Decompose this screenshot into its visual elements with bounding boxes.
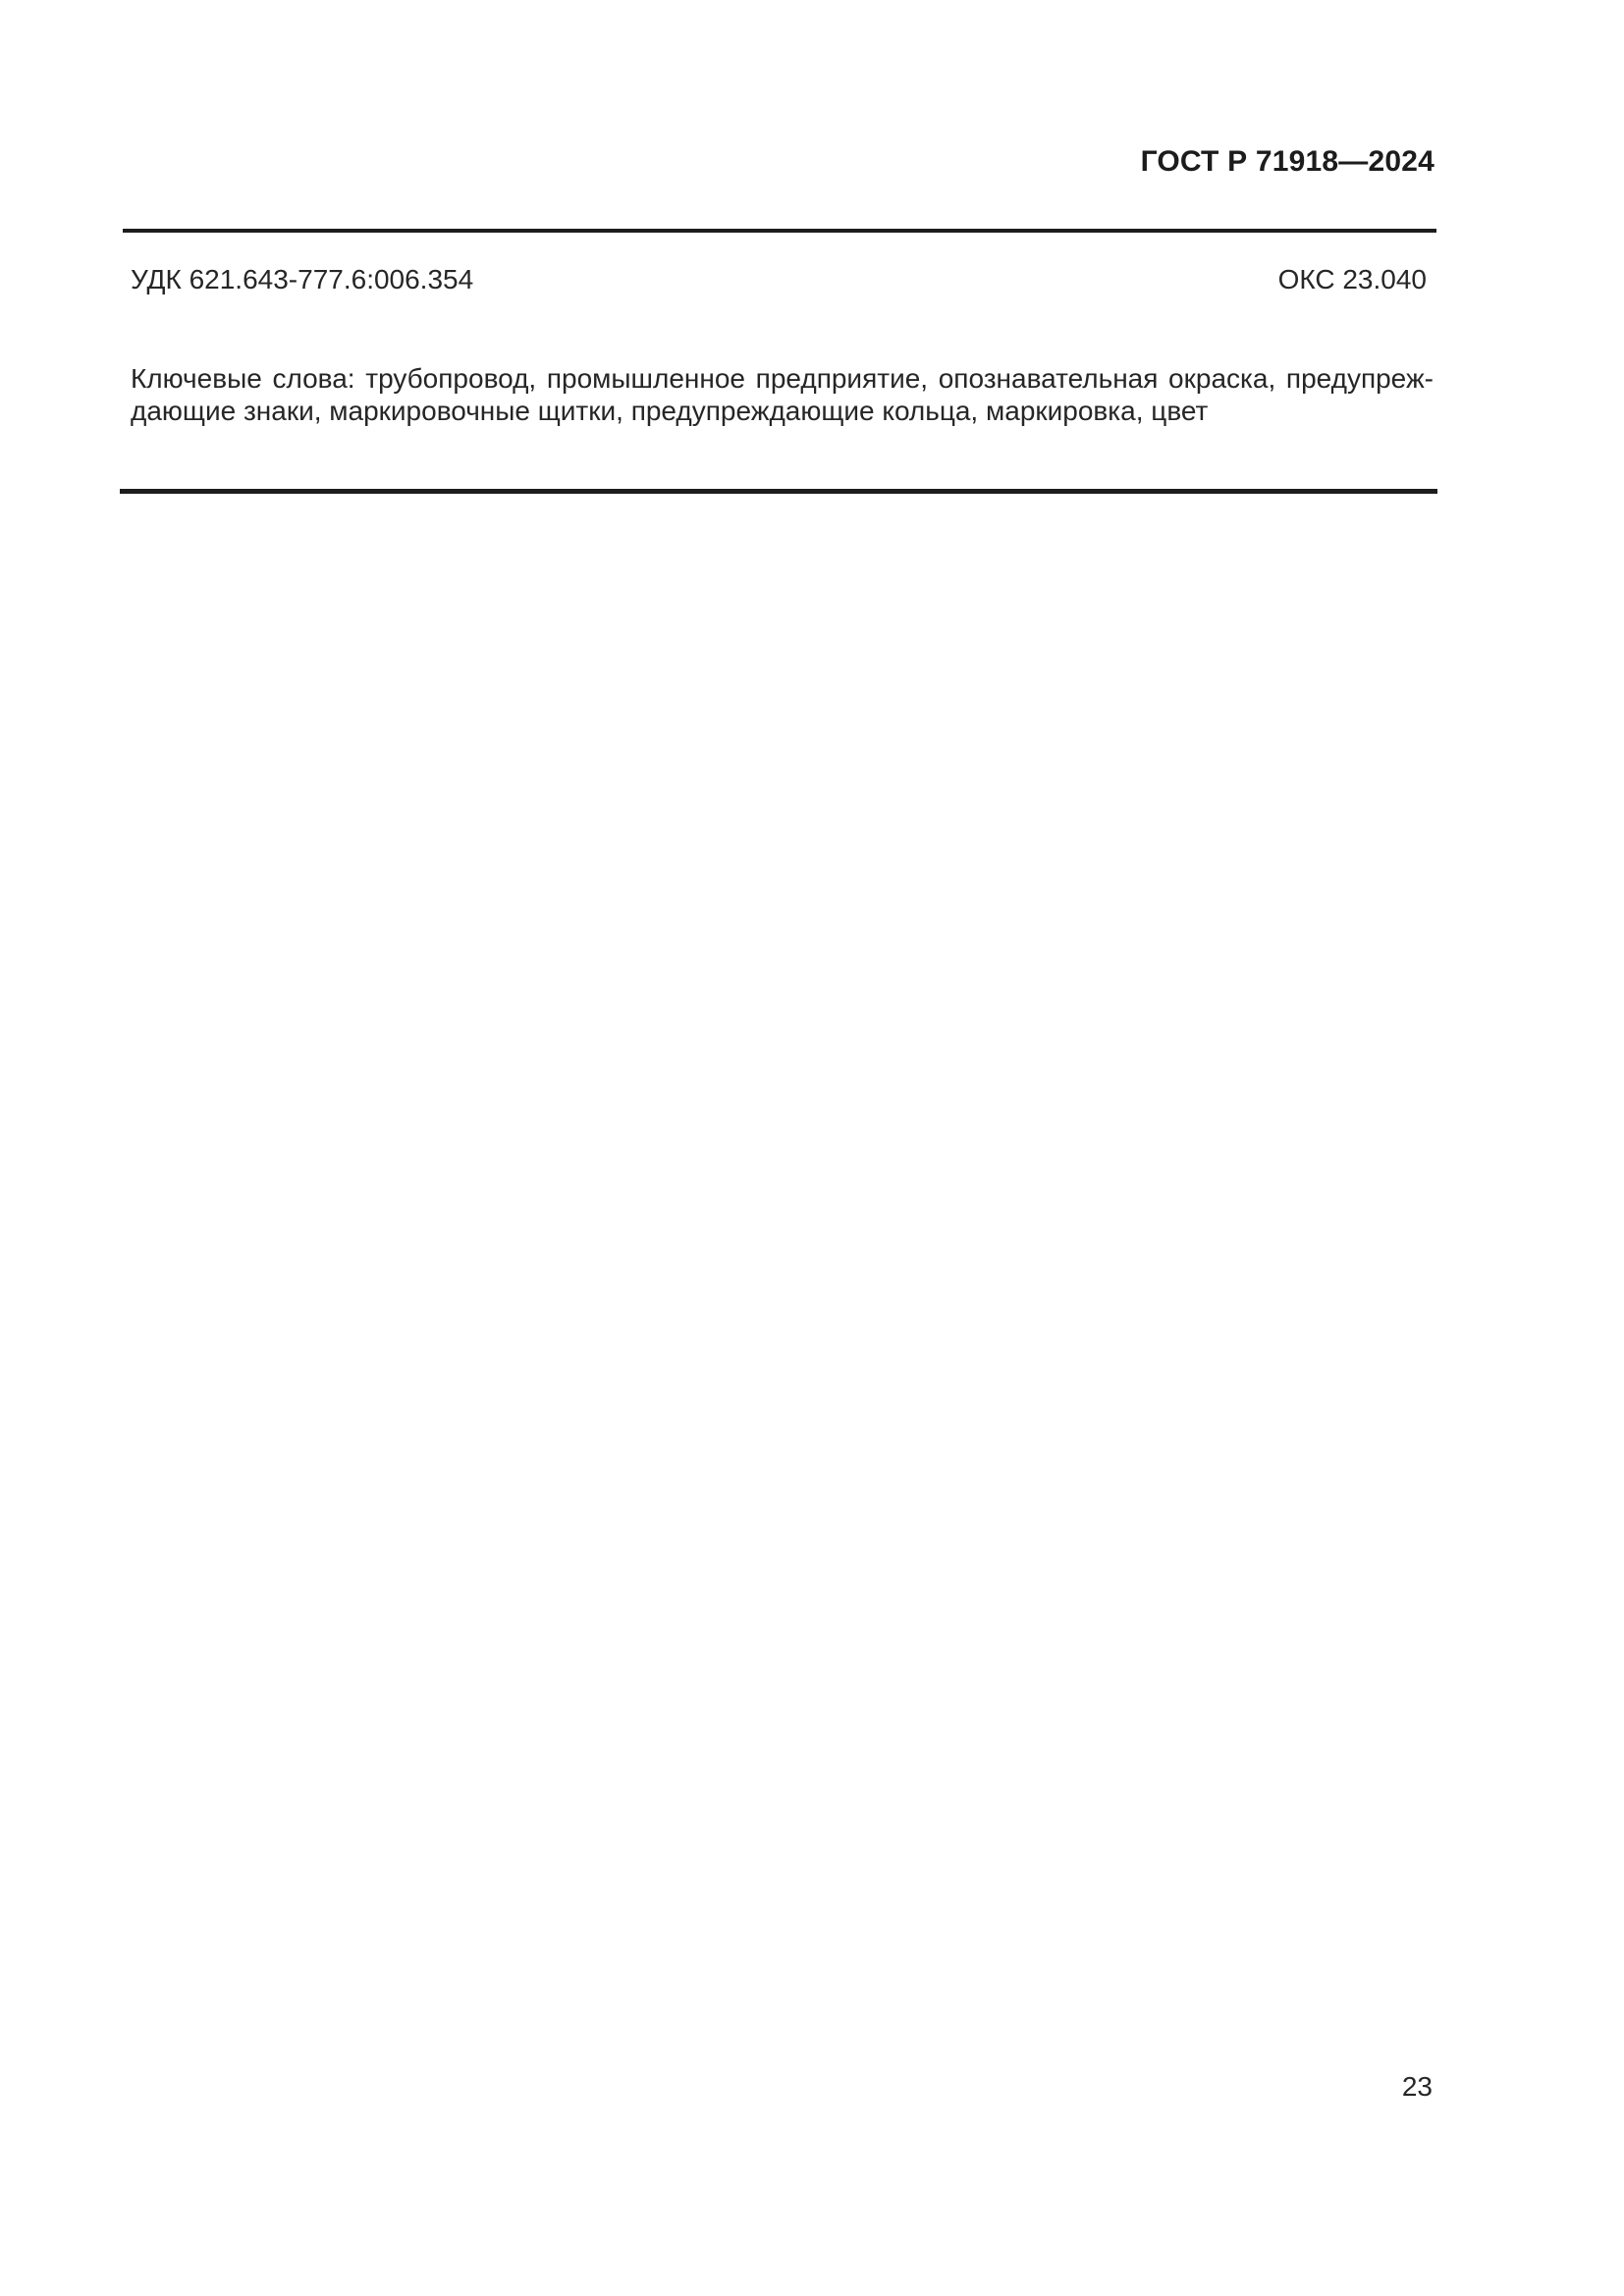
classification-row bbox=[131, 263, 1427, 296]
footer-divider-line bbox=[120, 489, 1437, 494]
keywords-line: Ключевые слова: трубопровод, промышленное предприятие, опознавательная окраска, предупреж- bbox=[131, 363, 1434, 394]
header-divider-line bbox=[123, 229, 1436, 233]
standard-number-header: ГОСТ Р 71918—2024 bbox=[1140, 145, 1435, 178]
oks-code: ОКС 23.040 bbox=[1277, 264, 1427, 294]
page-number: 23 bbox=[1401, 2071, 1433, 2102]
keywords-line: дающие знаки, маркировочные щитки, предупреждающие кольца, маркировка, цвет bbox=[131, 396, 1209, 426]
keywords-paragraph bbox=[131, 362, 1434, 427]
udk-code: УДК 621.643-777.6:006.354 bbox=[131, 264, 474, 294]
